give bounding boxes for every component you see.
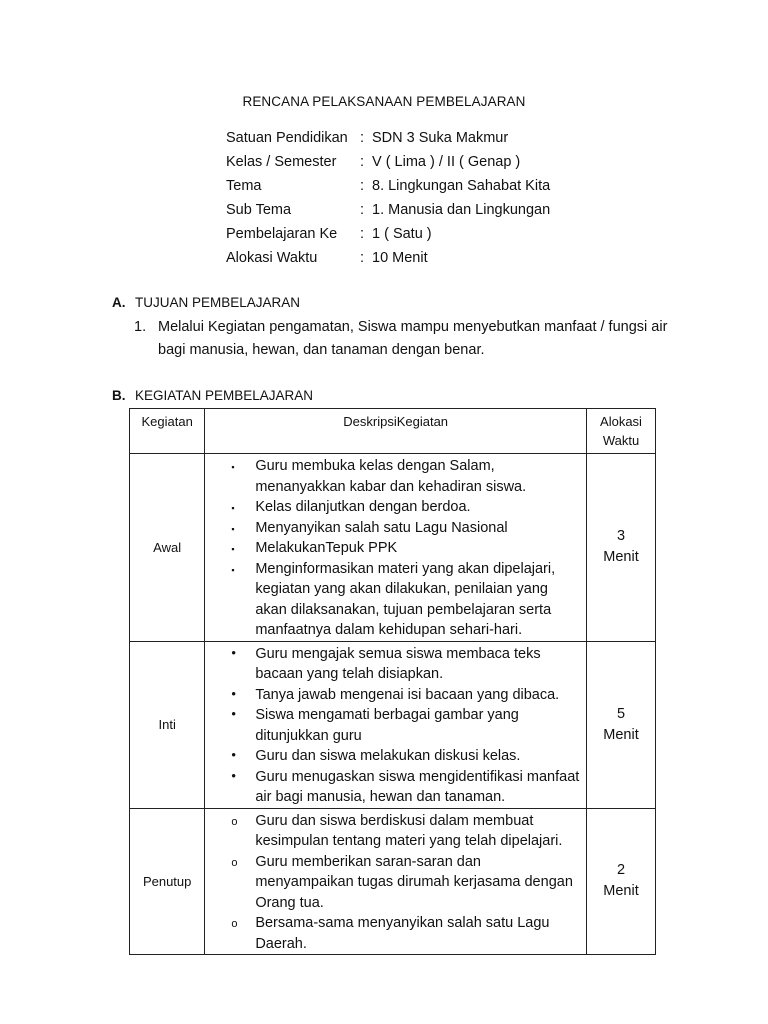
identity-value: 8. Lingkungan Sahabat Kita [372,178,551,194]
list-item [229,767,582,808]
section-letter: B. [112,388,126,403]
step-text: Guru dan siswa berdiskusi dalam membuat kesimpulan tentang materi yang telah dipelajari. [255,812,563,849]
bullet-dot-icon: • [231,767,236,783]
activity-description [205,641,587,808]
step-list [229,811,582,955]
identity-block [226,128,550,272]
activity-description [205,808,587,955]
identity-value: SDN 3 Suka Makmur [372,130,509,146]
list-item [229,644,582,685]
list-item [229,538,582,559]
duration-unit: Menit [603,549,639,566]
identity-colon: : [360,178,365,194]
bullet-dot-icon: • [231,644,236,660]
step-text: Guru membuka kelas dengan Salam, menanyakkan kabar dan kehadiran siswa. [255,458,527,495]
bullet-square-icon: ▪ [231,544,235,554]
bullet-dot-icon: • [231,706,236,721]
step-text: Guru dan siswa melakukan diskusi kelas. [255,748,521,764]
identity-colon: : [360,250,365,266]
step-text: Tanya jawab mengenai isi bacaan yang dibaca. [255,686,560,703]
section-letter: A. [112,295,126,310]
identity-colon: : [360,226,365,242]
list-item [229,497,582,518]
list-item [229,685,582,706]
table-row [130,641,656,808]
list-item [229,518,582,539]
bullet-square-icon: ▪ [231,523,235,534]
list-item [229,811,582,852]
activity-duration [587,641,656,808]
identity-label: Alokasi Waktu [226,250,318,266]
header-alokasi-line1: Alokasi [600,414,642,429]
bullet-dot-icon: • [231,685,236,701]
identity-row-kelas [226,152,550,176]
step-text: Menyanyikan salah satu Lagu Nasional [255,519,508,536]
activity-description [205,454,587,642]
list-item [229,852,582,914]
bullet-ring-icon: o [231,918,238,930]
identity-value: 1. Manusia dan Lingkungan [372,202,551,218]
identity-row-pembelajaran [226,224,550,248]
section-a-heading [112,295,300,310]
step-list [229,456,582,641]
step-text: Guru memberikan saran-saran dan menyampaikan tugas dirumah kerjasama dengan Orang tua. [255,853,573,911]
step-text: Menginformasikan materi yang akan dipelajari, kegiatan yang akan dilakukan, penilaian yang akan dilaksanakan, tujuan pembelajaran serta manfaatnya dalam kehidupan sehari-hari. [255,560,556,638]
bullet-ring-icon: o [231,856,238,869]
step-text: Guru menugaskan siswa mengidentifikasi manfaat air bagi manusia, hewan dan tanaman. [255,768,580,805]
duration-value: 5 [616,705,626,722]
bullet-square-icon: ▪ [231,462,235,472]
objectives-list [134,316,674,362]
list-item [229,705,582,746]
step-text: Siswa mengamati berbagai gambar yang ditunjukkan guru [255,707,519,744]
activity-name: Penutup [130,808,205,955]
section-b-heading [112,388,313,403]
bullet-ring-icon: o [231,815,238,828]
objective-text: Melalui Kegiatan pengamatan, Siswa mampu menyebutkan manfaat / fungsi air bagi manusia, hewan, dan tanaman dengan benar. [158,319,668,358]
identity-row-subtema [226,200,550,224]
list-number: 1. [134,319,147,335]
list-item [229,913,582,954]
duration-value: 2 [616,862,626,879]
duration-value: 3 [616,528,626,545]
header-deskripsi: DeskripsiKegiatan [205,409,587,454]
step-text: Kelas dilanjutkan dengan berdoa. [255,499,471,515]
activity-name: Awal [130,454,205,642]
identity-colon: : [360,202,365,218]
identity-row-tema [226,176,550,200]
duration-unit: Menit [603,726,639,743]
identity-label: Tema [226,178,262,194]
list-item [229,559,582,641]
table-header-row [130,409,656,454]
identity-value: 10 Menit [372,250,428,266]
step-text: Guru mengajak semua siswa membaca teks bacaan yang telah disiapkan. [255,645,541,682]
step-text: MelakukanTepuk PPK [255,540,398,556]
identity-value: 1 ( Satu ) [372,226,432,242]
bullet-square-icon: ▪ [231,564,235,575]
identity-label: Kelas / Semester [226,154,337,170]
identity-row-alokasi [226,248,550,272]
identity-label: Pembelajaran Ke [226,226,338,242]
list-item [229,746,582,767]
section-title: KEGIATAN PEMBELAJARAN [135,388,314,403]
header-alokasi-line2: Waktu [602,433,640,448]
activity-duration [587,454,656,642]
identity-colon: : [360,130,365,146]
bullet-dot-icon: • [231,747,236,762]
header-alokasi [587,409,656,454]
identity-colon: : [360,154,365,170]
step-text: Bersama-sama menyanyikan salah satu Lagu Daerah. [255,915,550,952]
identity-label: Satuan Pendidikan [226,130,348,146]
step-list [229,644,582,808]
activities-table [129,408,656,955]
duration-unit: Menit [603,883,639,900]
bullet-square-icon: ▪ [231,503,235,513]
list-item [134,316,674,362]
header-kegiatan: Kegiatan [130,409,205,454]
table-row [130,808,656,955]
table-row [130,454,656,642]
section-title: TUJUAN PEMBELAJARAN [135,295,301,310]
document-title: RENCANA PELAKSANAAN PEMBELAJARAN [242,94,526,109]
list-item [229,456,582,497]
activity-duration [587,808,656,955]
identity-value: V ( Lima ) / II ( Genap ) [372,154,521,170]
identity-label: Sub Tema [226,202,292,218]
identity-row-satuan [226,128,550,152]
activity-name: Inti [130,641,205,808]
